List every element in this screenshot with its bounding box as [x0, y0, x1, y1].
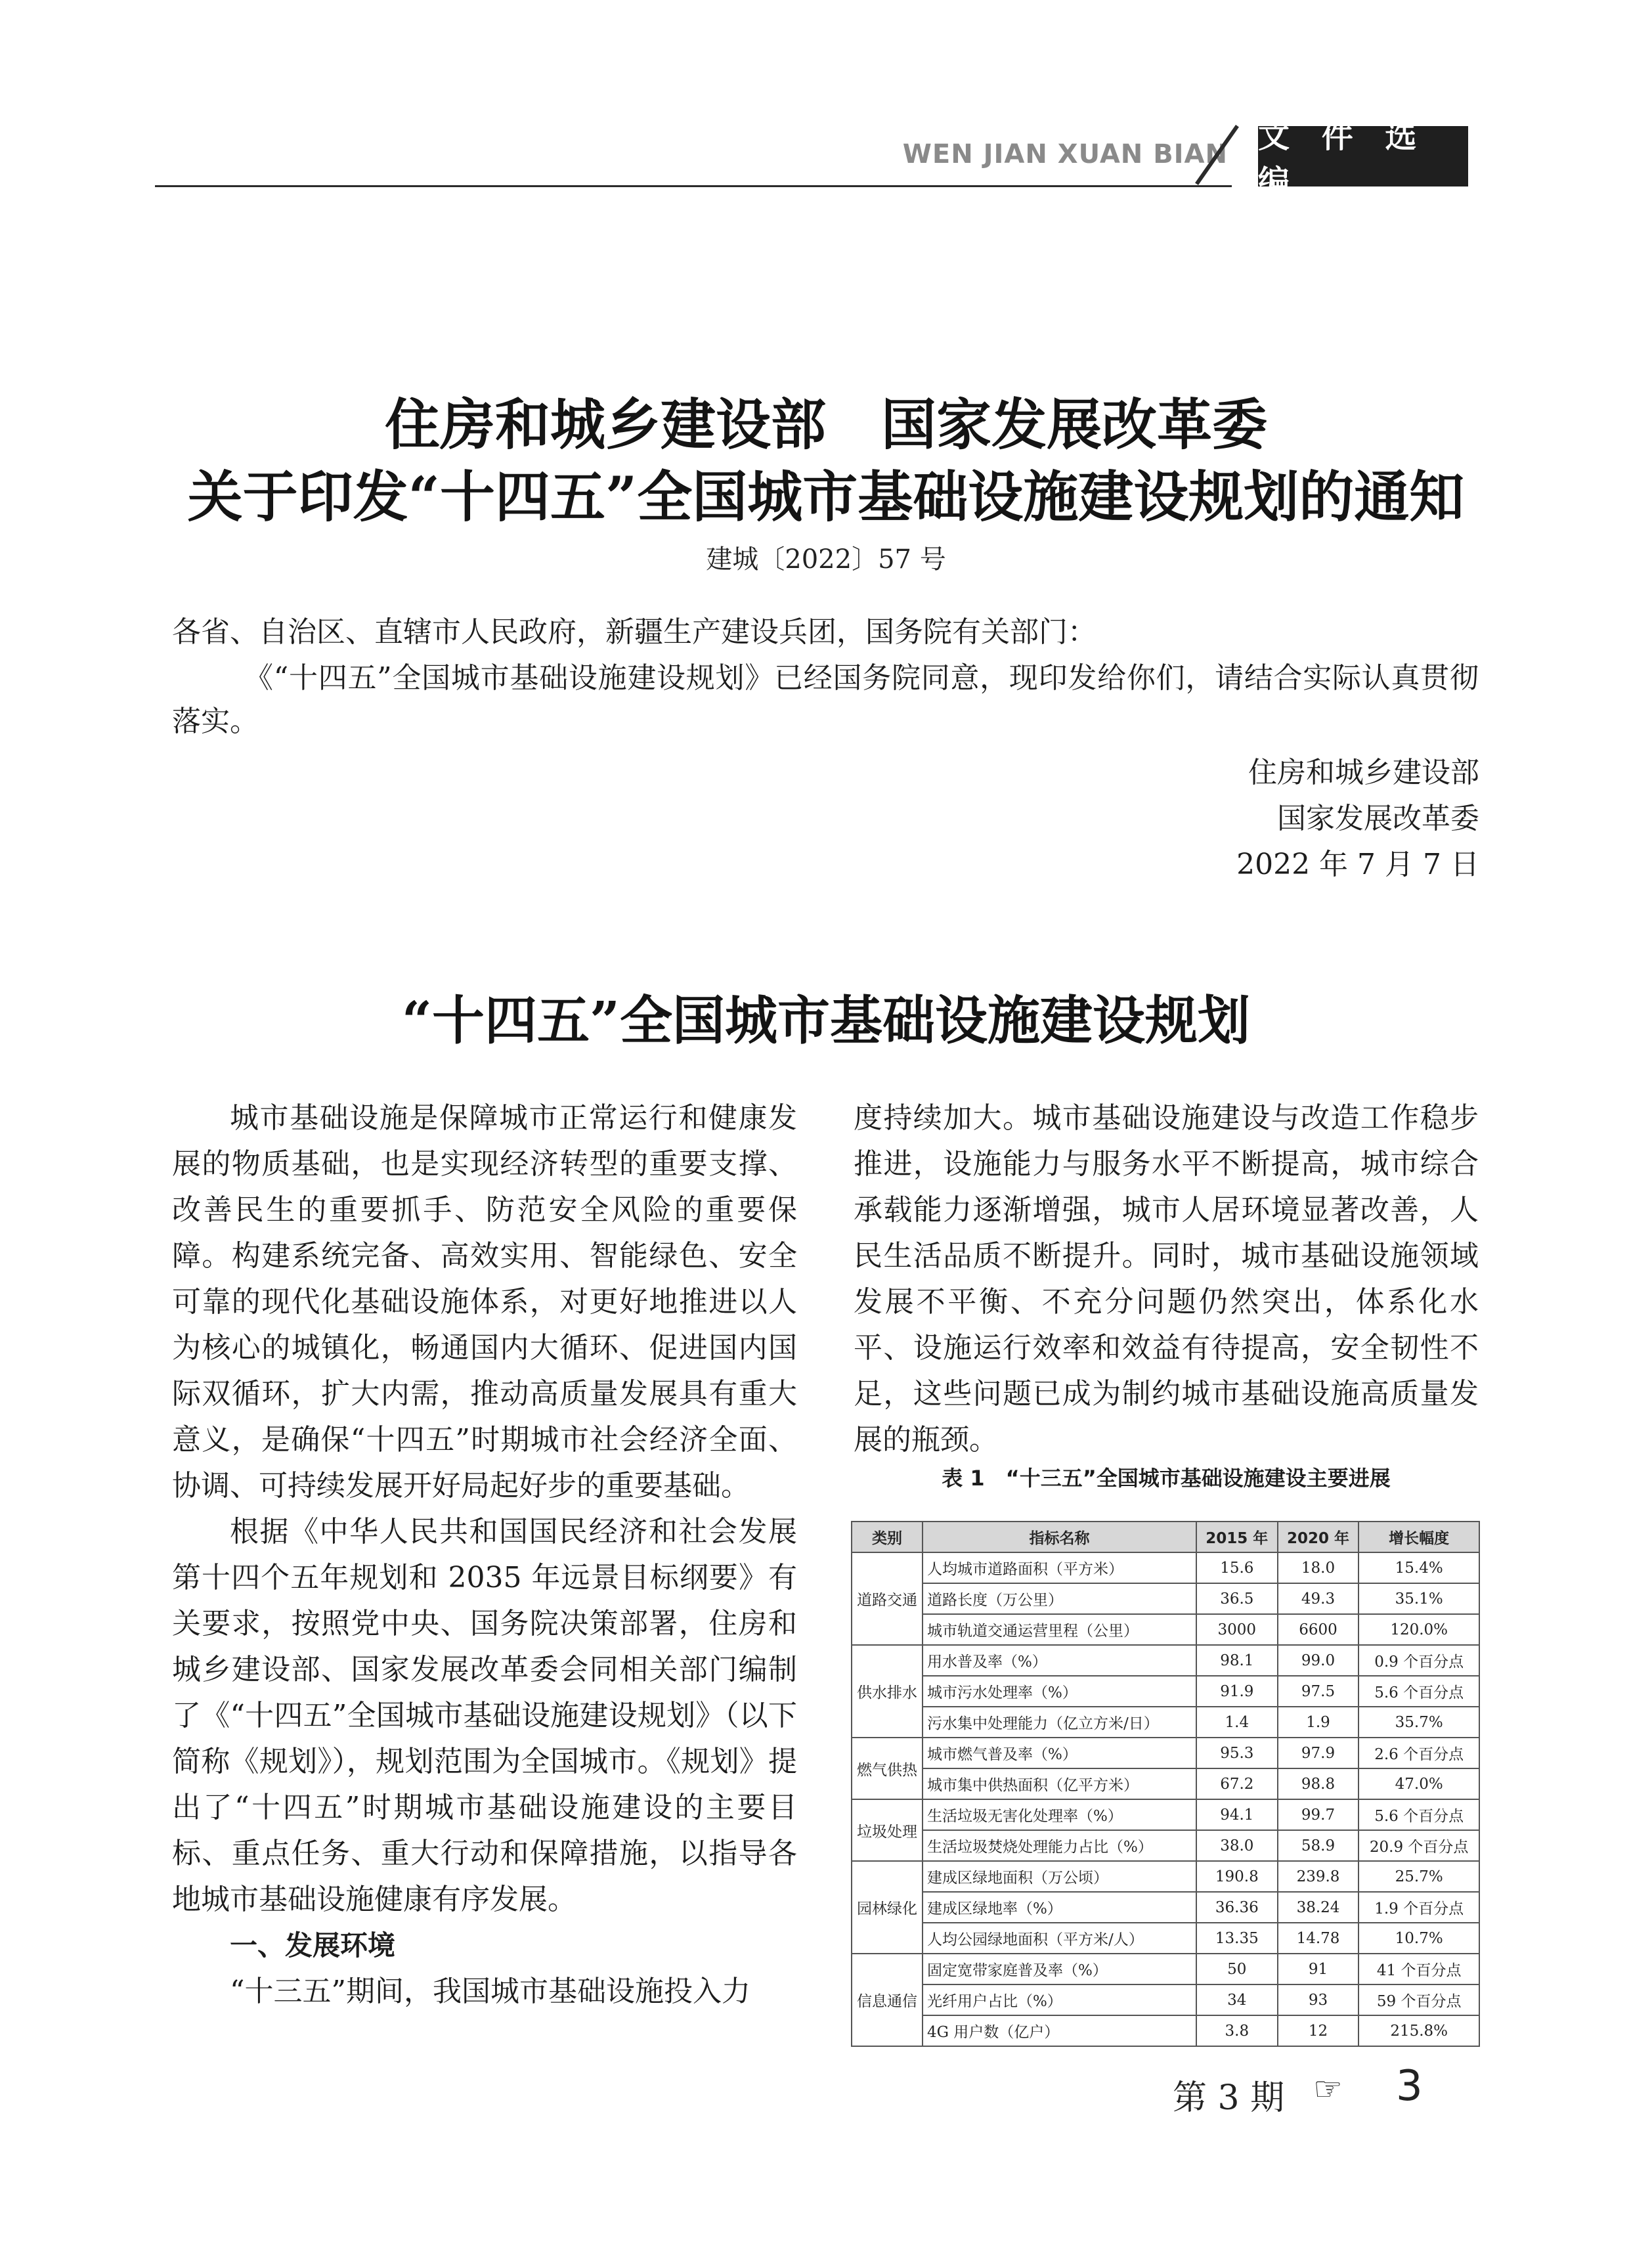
- paragraph: 根据《中华人民共和国国民经济和社会发展第十四个五年规划和 2035 年远景目标纲要》有关要求，按照党中央、国务院决策部署，住房和城乡建设部、国家发展改革委会同相关部门编制了《“十四五”全国城市基础设施建设规划》（以下简称《规划》），规划范围为全国城市。《规划》提出了“十四五”时期城市基础设施建设的主要目标、重点任务、重大行动和保障措施，以指导各地城市基础设施健康有序发展。: [172, 1515, 797, 1916]
- notice-body: 《“十四五”全国城市基础设施建设规划》已经国务院同意，现印发给你们，请结合实际认真贯彻落实。: [172, 661, 1479, 738]
- section-heading: 一、发展环境: [230, 1929, 396, 1961]
- document-number: 建城〔2022〕57 号: [706, 544, 946, 575]
- growth-cell: 2.6 个百分点: [1359, 1738, 1479, 1768]
- table-row: [852, 1707, 1479, 1738]
- table-row: [852, 1923, 1479, 1954]
- value-2020-cell: 12: [1278, 2015, 1359, 2046]
- header-category: 类别: [852, 1522, 923, 1552]
- category-cell: 供水排水: [852, 1645, 923, 1738]
- value-2020-cell: 239.8: [1278, 1861, 1359, 1892]
- table-caption: 表 1 “十三五”全国城市基础设施建设主要进展: [942, 1466, 1391, 1491]
- header-english: WEN JIAN XUAN BIAN: [902, 139, 1228, 169]
- value-2015-cell: 190.8: [1196, 1861, 1278, 1892]
- table-row: [852, 1892, 1479, 1923]
- indicator-cell: 城市轨道交通运营里程（公里）: [923, 1614, 1196, 1645]
- notice-addressee: 各省、自治区、直辖市人民政府，新疆生产建设兵团，国务院有关部门：: [172, 615, 1097, 649]
- value-2015-cell: 91.9: [1196, 1676, 1278, 1707]
- table-row: [852, 1738, 1479, 1768]
- indicator-cell: 建成区绿地率（%）: [923, 1892, 1196, 1923]
- indicator-cell: 固定宽带家庭普及率（%）: [923, 1954, 1196, 1984]
- growth-cell: 59 个百分点: [1359, 1984, 1479, 2015]
- category-cell: 燃气供热: [852, 1738, 923, 1799]
- value-2020-cell: 1.9: [1278, 1707, 1359, 1738]
- value-2020-cell: 97.5: [1278, 1676, 1359, 1707]
- table-header-row: [852, 1522, 1479, 1552]
- table-row: [852, 1830, 1479, 1861]
- growth-cell: 10.7%: [1359, 1923, 1479, 1954]
- indicator-cell: 道路长度（万公里）: [923, 1583, 1196, 1614]
- indicator-cell: 污水集中处理能力（亿立方米/日）: [923, 1707, 1196, 1738]
- value-2015-cell: 94.1: [1196, 1799, 1278, 1830]
- category-cell: 园林绿化: [852, 1861, 923, 1954]
- table-row: [852, 1583, 1479, 1614]
- indicator-cell: 人均公园绿地面积（平方米/人）: [923, 1923, 1196, 1954]
- category-cell: 垃圾处理: [852, 1799, 923, 1861]
- value-2020-cell: 14.78: [1278, 1923, 1359, 1954]
- growth-cell: 215.8%: [1359, 2015, 1479, 2046]
- growth-cell: 1.9 个百分点: [1359, 1892, 1479, 1923]
- value-2015-cell: 1.4: [1196, 1707, 1278, 1738]
- right-column: [854, 1095, 1479, 1463]
- value-2015-cell: 36.5: [1196, 1583, 1278, 1614]
- table-row: [852, 1645, 1479, 1676]
- table-row: [852, 1552, 1479, 1583]
- value-2015-cell: 13.35: [1196, 1923, 1278, 1954]
- signatory-ndrc: 国家发展改革委: [1277, 802, 1479, 835]
- notice-date: 2022 年 7 月 7 日: [1236, 848, 1479, 881]
- growth-cell: 20.9 个百分点: [1359, 1830, 1479, 1861]
- table-row: [852, 1676, 1479, 1707]
- value-2015-cell: 95.3: [1196, 1738, 1278, 1768]
- value-2020-cell: 49.3: [1278, 1583, 1359, 1614]
- value-2020-cell: 99.7: [1278, 1799, 1359, 1830]
- growth-cell: 120.0%: [1359, 1614, 1479, 1645]
- signatory-ministry: 住房和城乡建设部: [1248, 756, 1479, 789]
- indicator-cell: 用水普及率（%）: [923, 1645, 1196, 1676]
- paragraph: “十三五”期间，我国城市基础设施投入力: [230, 1975, 750, 2008]
- indicator-cell: 4G 用户数（亿户）: [923, 2015, 1196, 2046]
- indicator-cell: 光纤用户占比（%）: [923, 1984, 1196, 2015]
- value-2015-cell: 50: [1196, 1954, 1278, 1984]
- growth-cell: 35.7%: [1359, 1707, 1479, 1738]
- left-column: [172, 1095, 797, 2015]
- table-row: [852, 1768, 1479, 1799]
- value-2020-cell: 6600: [1278, 1614, 1359, 1645]
- indicator-cell: 人均城市道路面积（平方米）: [923, 1552, 1196, 1583]
- pointing-hand-icon: ☞: [1313, 2070, 1343, 2108]
- growth-cell: 5.6 个百分点: [1359, 1676, 1479, 1707]
- header-column-label: 文 件 选 编: [1258, 126, 1468, 186]
- header-2020: 2020 年: [1278, 1522, 1359, 1552]
- value-2020-cell: 97.9: [1278, 1738, 1359, 1768]
- value-2015-cell: 15.6: [1196, 1552, 1278, 1583]
- indicator-cell: 城市燃气普及率（%）: [923, 1738, 1196, 1768]
- table-body: [852, 1552, 1479, 2046]
- value-2015-cell: 34: [1196, 1984, 1278, 2015]
- table-row: [852, 1954, 1479, 1984]
- table-row: [852, 1861, 1479, 1892]
- value-2020-cell: 98.8: [1278, 1768, 1359, 1799]
- growth-cell: 15.4%: [1359, 1552, 1479, 1583]
- value-2015-cell: 3000: [1196, 1614, 1278, 1645]
- value-2015-cell: 3.8: [1196, 2015, 1278, 2046]
- value-2015-cell: 38.0: [1196, 1830, 1278, 1861]
- page-number: 3: [1396, 2062, 1423, 2111]
- table-row: [852, 1984, 1479, 2015]
- table-row: [852, 1614, 1479, 1645]
- notice-title-line1: 住房和城乡建设部 国家发展改革委: [384, 392, 1267, 457]
- indicator-cell: 城市集中供热面积（亿平方米）: [923, 1768, 1196, 1799]
- plan-title: “十四五”全国城市基础设施建设规划: [401, 990, 1251, 1051]
- value-2020-cell: 38.24: [1278, 1892, 1359, 1923]
- value-2020-cell: 99.0: [1278, 1645, 1359, 1676]
- growth-cell: 25.7%: [1359, 1861, 1479, 1892]
- value-2020-cell: 93: [1278, 1984, 1359, 2015]
- value-2020-cell: 58.9: [1278, 1830, 1359, 1861]
- value-2020-cell: 18.0: [1278, 1552, 1359, 1583]
- issue-number: 第 3 期: [1173, 2078, 1285, 2118]
- paragraph: 度持续加大。城市基础设施建设与改造工作稳步推进，设施能力与服务水平不断提高，城市综合承载能力逐渐增强，城市人居环境显著改善，人民生活品质不断提升。同时，城市基础设施领域发展不平衡、不充分问题仍然突出，体系化水平、设施运行效率和效益有待提高，安全韧性不足，这些问题已成为制约城市基础设施高质量发展的瓶颈。: [854, 1101, 1479, 1457]
- indicator-cell: 生活垃圾焚烧处理能力占比（%）: [923, 1830, 1196, 1861]
- growth-cell: 0.9 个百分点: [1359, 1645, 1479, 1676]
- header-2015: 2015 年: [1196, 1522, 1278, 1552]
- header-growth: 增长幅度: [1359, 1522, 1479, 1552]
- header-rule: [155, 185, 1232, 187]
- notice-title-line2: 关于印发“十四五”全国城市基础设施建设规划的通知: [187, 464, 1465, 529]
- value-2015-cell: 36.36: [1196, 1892, 1278, 1923]
- growth-cell: 47.0%: [1359, 1768, 1479, 1799]
- header-indicator: 指标名称: [923, 1522, 1196, 1552]
- table-row: [852, 1799, 1479, 1830]
- indicator-cell: 生活垃圾无害化处理率（%）: [923, 1799, 1196, 1830]
- value-2015-cell: 67.2: [1196, 1768, 1278, 1799]
- growth-cell: 41 个百分点: [1359, 1954, 1479, 1984]
- category-cell: 信息通信: [852, 1954, 923, 2046]
- value-2015-cell: 98.1: [1196, 1645, 1278, 1676]
- progress-table: [851, 1521, 1480, 2047]
- indicator-cell: 建成区绿地面积（万公顷）: [923, 1861, 1196, 1892]
- growth-cell: 5.6 个百分点: [1359, 1799, 1479, 1830]
- indicator-cell: 城市污水处理率（%）: [923, 1676, 1196, 1707]
- table-row: [852, 2015, 1479, 2046]
- category-cell: 道路交通: [852, 1552, 923, 1645]
- value-2020-cell: 91: [1278, 1954, 1359, 1984]
- paragraph: 城市基础设施是保障城市正常运行和健康发展的物质基础，也是实现经济转型的重要支撑、改善民生的重要抓手、防范安全风险的重要保障。构建系统完备、高效实用、智能绿色、安全可靠的现代化基础设施体系，对更好地推进以人为核心的城镇化，畅通国内大循环、促进国内国际双循环，扩大内需，推动高质量发展具有重大意义，是确保“十四五”时期城市社会经济全面、协调、可持续发展开好局起好步的重要基础。: [172, 1101, 797, 1502]
- growth-cell: 35.1%: [1359, 1583, 1479, 1614]
